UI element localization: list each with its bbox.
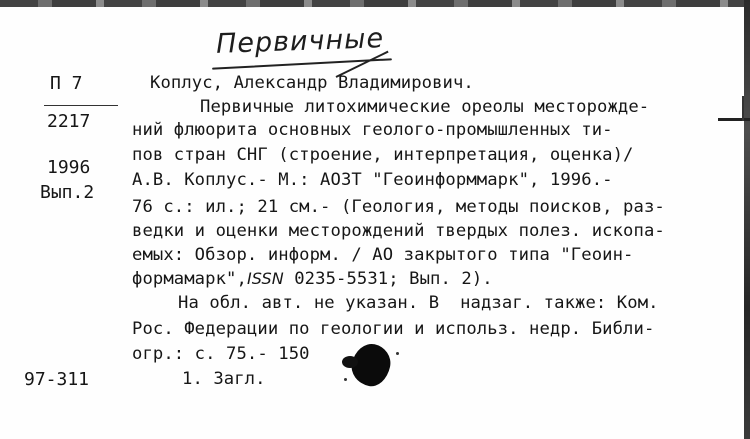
issue-number: Вып.2 bbox=[40, 182, 95, 203]
card-top-edge bbox=[0, 0, 750, 7]
note-line-1: На обл. авт. не указан. В надзаг. также: Ком. bbox=[178, 293, 659, 313]
shelf-mark-divider bbox=[44, 105, 118, 106]
publication-year: 1996 bbox=[47, 157, 91, 178]
series-issn-line bbox=[132, 268, 493, 290]
margin-mark-vertical bbox=[742, 96, 744, 121]
margin-mark bbox=[718, 118, 750, 121]
ink-blot-small bbox=[342, 356, 358, 368]
title-line-2: ний флюорита основных геолого-промышленных ти- bbox=[132, 120, 613, 140]
handwritten-annotation: Первичные bbox=[215, 23, 385, 60]
series-line-start: формамарк", bbox=[132, 269, 247, 289]
ink-speck bbox=[396, 352, 399, 355]
shelf-mark-top: П 7 bbox=[50, 73, 83, 94]
collation-line-3: емых: Обзор. информ. / АО закрытого типа "Геоин- bbox=[132, 245, 634, 265]
accession-number: 97-311 bbox=[24, 369, 90, 390]
title-line-1: Первичные литохимические ореолы месторожде- bbox=[200, 97, 650, 117]
note-line-3: огр.: с. 75.- 150 bbox=[132, 344, 310, 364]
shelf-mark-bottom: 2217 bbox=[47, 111, 91, 132]
title-line-3: пов стран СНГ (строение, интерпретация, оценка)/ bbox=[132, 145, 634, 165]
collation-line-2: ведки и оценки месторождений твердых полез. ископа- bbox=[132, 221, 665, 241]
collation-line-1: 76 с.: ил.; 21 см.- (Геология, методы поисков, раз- bbox=[132, 197, 665, 217]
note-line-2: Рос. Федерации по геологии и использ. недр. Библи- bbox=[132, 319, 655, 339]
subject-heading: 1. Загл. bbox=[182, 369, 266, 389]
issn-handwritten: ISSN bbox=[246, 269, 284, 288]
handwritten-underline bbox=[212, 58, 392, 69]
imprint-line: А.В. Коплус.- М.: АОЗТ "Геоинформмарк", 1996.- bbox=[132, 170, 613, 190]
series-line-end: 0235-5531; Вып. 2). bbox=[283, 269, 493, 289]
ink-speck bbox=[344, 378, 347, 381]
card-right-edge bbox=[744, 0, 750, 439]
author-heading: Коплус, Александр Владимирович. bbox=[150, 73, 474, 93]
